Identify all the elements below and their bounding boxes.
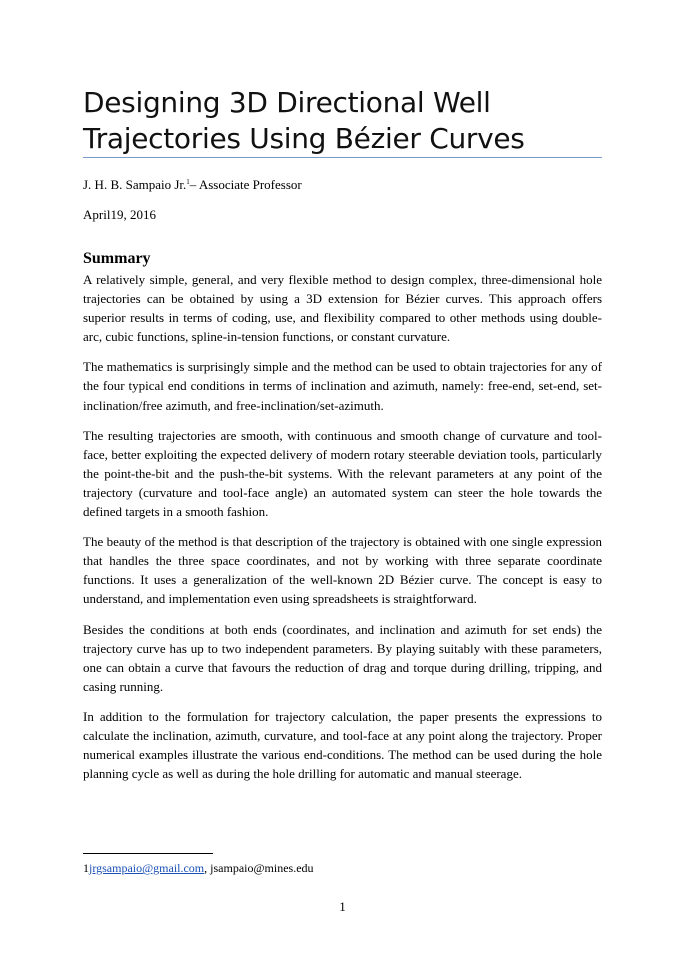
summary-paragraph: In addition to the formulation for trajectory calculation, the paper presents the expressions to calculate the inclination, azimuth, curvature, and tool-face at any point along the trajectory. Proper numerical examples illustrate the various end-conditions. The method can be used during the hole planning cycle as well as during the hole drilling for automatic and manual steerage.: [83, 708, 602, 782]
author-role: – Associate Professor: [189, 177, 302, 192]
section-heading-summary: Summary: [83, 250, 151, 267]
summary-paragraph: The beauty of the method is that description of the trajectory is obtained with one single expression that handles the three space coordinates, and not by working with three separate coordinate functions. It uses a generalization of the well-known 2D Bézier curve. The concept is easy to understand, and implementation even using spreadsheets is straightforward.: [83, 534, 602, 607]
author-line: [83, 177, 302, 193]
footnote-mark: 1: [83, 861, 89, 875]
summary-paragraph: The mathematics is surprisingly simple and the method can be used to obtain trajectories for any of the four typical end conditions in terms of inclination and azimuth, namely: free-end, set-end, set-inclination/free azimuth, and free-inclination/set-azimuth.: [83, 359, 602, 413]
summary-paragraph: A relatively simple, general, and very flexible method to design complex, three-dimensional hole trajectories can be obtained by using a 3D extension for Bézier curves. This approach offers superior results in terms of coding, use, and flexibility compared to other methods using double-arc, cubic functions, spline-in-tension functions, or constant curvature.: [83, 272, 602, 345]
footnote-text: , jsampaio@mines.edu: [204, 861, 314, 875]
page-number: 1: [339, 899, 346, 914]
paper-title: Designing 3D Directional Well Trajectories Using Bézier Curves: [83, 86, 525, 155]
footnote-email-link[interactable]: jrgsampaio@gmail.com: [89, 861, 205, 875]
author-name: J. H. B. Sampaio Jr.: [83, 177, 187, 192]
summary-body: [83, 270, 602, 794]
author-footnote-mark: 1: [186, 178, 190, 186]
footnote: [83, 861, 314, 876]
summary-paragraph: The resulting trajectories are smooth, with continuous and smooth change of curvature and tool-face, better exploiting the expected delivery of modern rotary steerable deviation tools, particularly the point-the-bit and the push-the-bit systems. With the relevant parameters at any point of the trajectory (curvature and tool-face angle) an automated system can steer the hole towards the defined targets in a smooth fashion.: [83, 427, 602, 520]
footnote-separator: [83, 853, 213, 854]
paper-date: April19, 2016: [83, 207, 156, 222]
summary-paragraph: Besides the conditions at both ends (coordinates, and inclination and azimuth for set ends) the trajectory curve has up to two independent parameters. By playing suitably with these parameters, one can obtain a curve that favours the reduction of drag and torque during drilling, tripping, and casing running.: [83, 621, 602, 694]
title-underline: [83, 157, 602, 158]
